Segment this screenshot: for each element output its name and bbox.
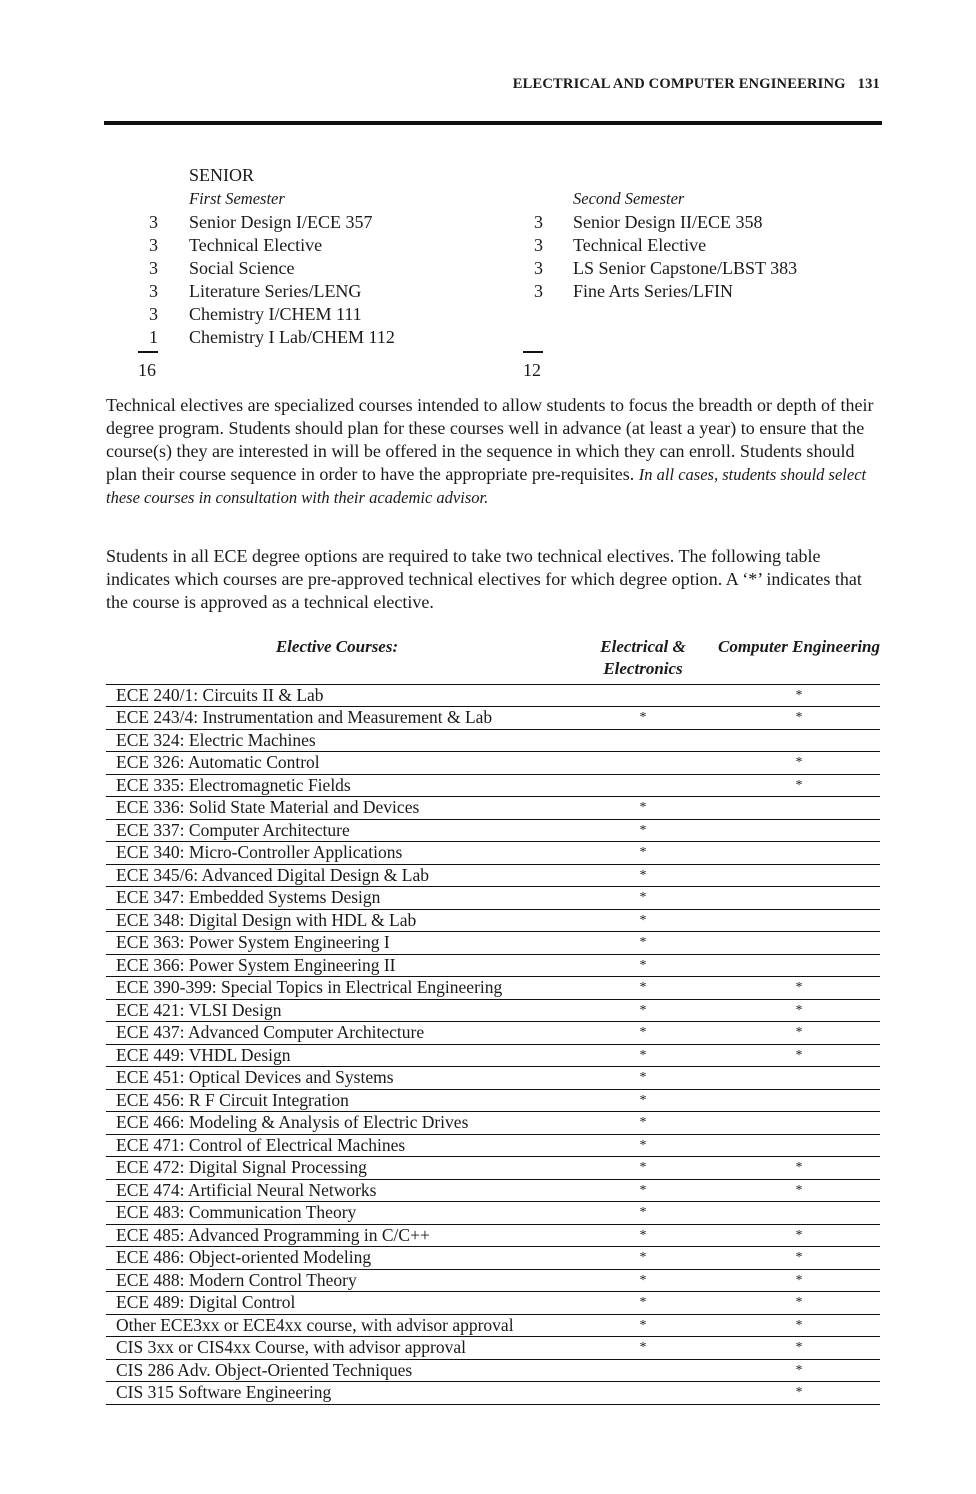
electrical-mark: * (568, 707, 718, 730)
paragraph-italic-note: In all cases, students should select these courses in consultation with their academic advisor. (106, 465, 867, 507)
electrical-mark: * (568, 1292, 718, 1315)
table-row (106, 1022, 880, 1045)
course-name: ECE 340: Micro-Controller Applications (106, 842, 568, 865)
table-row (106, 932, 880, 955)
computer-mark (718, 797, 880, 820)
degree-options-paragraph (106, 545, 878, 614)
table-row (106, 954, 880, 977)
table-row (106, 1179, 880, 1202)
table-row (106, 1292, 880, 1315)
electrical-mark (568, 752, 718, 775)
table-row (106, 1382, 880, 1405)
header-computer-engineering: Computer Engineering (718, 636, 880, 684)
electrical-mark: * (568, 1112, 718, 1135)
computer-mark: * (718, 1337, 880, 1360)
table-row (106, 752, 880, 775)
first-semester-total: 16 (138, 360, 156, 380)
table-row (106, 1112, 880, 1135)
table-row (106, 1157, 880, 1180)
computer-mark (718, 932, 880, 955)
course-name: CIS 315 Software Engineering (106, 1382, 568, 1405)
computer-mark: * (718, 1179, 880, 1202)
electrical-mark: * (568, 797, 718, 820)
table-row (106, 1269, 880, 1292)
course-name: CIS 3xx or CIS4xx Course, with advisor approval (106, 1337, 568, 1360)
credit-hours: 3 (534, 281, 543, 301)
page-number: 131 (857, 76, 880, 92)
course-name: ECE 488: Modern Control Theory (106, 1269, 568, 1292)
credit-hours: 3 (149, 235, 158, 255)
course-name: Chemistry I Lab/CHEM 112 (189, 327, 395, 347)
table-row (106, 999, 880, 1022)
course-name: LS Senior Capstone/LBST 383 (573, 258, 798, 278)
course-name: ECE 347: Embedded Systems Design (106, 887, 568, 910)
table-row (106, 909, 880, 932)
course-name: ECE 486: Object-oriented Modeling (106, 1247, 568, 1270)
course-name: Senior Design II/ECE 358 (573, 212, 763, 232)
course-name: ECE 390-399: Special Topics in Electrical Engineering (106, 977, 568, 1000)
table-row (106, 1044, 880, 1067)
table-header-row (106, 636, 880, 684)
electrical-mark: * (568, 1179, 718, 1202)
second-semester-total: 12 (523, 360, 541, 380)
computer-mark (718, 887, 880, 910)
course-name: ECE 240/1: Circuits II & Lab (106, 684, 568, 707)
course-name: ECE 449: VHDL Design (106, 1044, 568, 1067)
table-row (106, 684, 880, 707)
course-name: Senior Design I/ECE 357 (189, 212, 373, 232)
table-row (106, 797, 880, 820)
course-name: Other ECE3xx or ECE4xx course, with advisor approval (106, 1314, 568, 1337)
credit-hours: 3 (149, 281, 158, 301)
electrical-mark: * (568, 1269, 718, 1292)
table-row (106, 1134, 880, 1157)
course-name: ECE 485: Advanced Programming in C/C++ (106, 1224, 568, 1247)
electrical-mark: * (568, 977, 718, 1000)
course-name: ECE 363: Power System Engineering I (106, 932, 568, 955)
computer-mark: * (718, 1269, 880, 1292)
course-name: Technical Elective (573, 235, 707, 255)
first-semester-label: First Semester (189, 189, 285, 208)
course-name: ECE 471: Control of Electrical Machines (106, 1134, 568, 1157)
course-name: ECE 348: Digital Design with HDL & Lab (106, 909, 568, 932)
header-elective-courses: Elective Courses: (106, 636, 568, 684)
course-name: Technical Elective (189, 235, 323, 255)
table-row (106, 864, 880, 887)
computer-mark (718, 909, 880, 932)
electrical-mark (568, 729, 718, 752)
header-electrical-electronics: Electrical & Electronics (568, 636, 718, 684)
electrical-mark: * (568, 864, 718, 887)
course-name: ECE 483: Communication Theory (106, 1202, 568, 1225)
course-name: Literature Series/LENG (189, 281, 362, 301)
table-row (106, 1224, 880, 1247)
electrical-mark (568, 1382, 718, 1405)
course-name: Social Science (189, 258, 295, 278)
electrical-mark: * (568, 909, 718, 932)
course-name: ECE 421: VLSI Design (106, 999, 568, 1022)
computer-mark: * (718, 1382, 880, 1405)
electrical-mark: * (568, 1224, 718, 1247)
course-name: ECE 326: Automatic Control (106, 752, 568, 775)
electrical-mark: * (568, 842, 718, 865)
course-name: ECE 336: Solid State Material and Devices (106, 797, 568, 820)
credit-hours: 3 (534, 258, 543, 278)
technical-electives-paragraph (106, 394, 878, 509)
table-row (106, 1089, 880, 1112)
electrical-mark: * (568, 1202, 718, 1225)
first-total-rule (138, 351, 158, 353)
course-name: ECE 337: Computer Architecture (106, 819, 568, 842)
course-name: ECE 489: Digital Control (106, 1292, 568, 1315)
electrical-mark: * (568, 954, 718, 977)
computer-mark (718, 842, 880, 865)
computer-mark: * (718, 1022, 880, 1045)
electrical-mark: * (568, 1157, 718, 1180)
paragraph-text: Students in all ECE degree options are required to take two technical electives. The following table indicates which courses are pre-approved technical electives for which degree option. A ‘*’ indicates that the course is approved as a technical elective. (106, 546, 862, 612)
electrical-mark: * (568, 999, 718, 1022)
course-name: ECE 345/6: Advanced Digital Design & Lab (106, 864, 568, 887)
credit-hours: 3 (534, 212, 543, 232)
computer-mark (718, 1202, 880, 1225)
course-name: Chemistry I/CHEM 111 (189, 304, 362, 324)
course-name: ECE 466: Modeling & Analysis of Electric Drives (106, 1112, 568, 1135)
second-total-rule (523, 351, 543, 353)
electrical-mark: * (568, 1044, 718, 1067)
electrical-mark: * (568, 1314, 718, 1337)
table-row (106, 774, 880, 797)
credit-hours: 3 (149, 304, 158, 324)
table-row (106, 887, 880, 910)
table-row (106, 729, 880, 752)
computer-mark: * (718, 999, 880, 1022)
computer-mark (718, 819, 880, 842)
course-name: ECE 472: Digital Signal Processing (106, 1157, 568, 1180)
computer-mark (718, 1134, 880, 1157)
electrical-mark: * (568, 1247, 718, 1270)
header-rule (104, 121, 882, 125)
course-name: ECE 324: Electric Machines (106, 729, 568, 752)
running-header (106, 76, 880, 93)
course-name: ECE 335: Electromagnetic Fields (106, 774, 568, 797)
year-label: SENIOR (189, 165, 255, 185)
course-name: ECE 366: Power System Engineering II (106, 954, 568, 977)
computer-mark: * (718, 1292, 880, 1315)
electrical-mark: * (568, 1022, 718, 1045)
computer-mark (718, 1067, 880, 1090)
credit-hours: 3 (149, 258, 158, 278)
electrical-mark: * (568, 1337, 718, 1360)
electrical-mark: * (568, 1134, 718, 1157)
table-row (106, 1202, 880, 1225)
paragraph-text: Technical electives are specialized courses intended to allow students to focus the breadth or depth of their degree program. Students should plan for these courses well in advance (at least a year) to ensure that the course(s) they are interested in will be offered in the sequence in which they can enroll. Students should plan their course sequence in order to have the appropriate pre-requisites. (106, 395, 874, 484)
table-row (106, 1359, 880, 1382)
computer-mark (718, 954, 880, 977)
table-row (106, 1247, 880, 1270)
computer-mark (718, 864, 880, 887)
table-row (106, 1337, 880, 1360)
course-name: ECE 451: Optical Devices and Systems (106, 1067, 568, 1090)
computer-mark: * (718, 774, 880, 797)
course-name: ECE 437: Advanced Computer Architecture (106, 1022, 568, 1045)
computer-mark: * (718, 1224, 880, 1247)
second-semester-label: Second Semester (573, 189, 685, 208)
computer-mark: * (718, 1044, 880, 1067)
credit-hours: 3 (149, 212, 158, 232)
electrical-mark: * (568, 887, 718, 910)
computer-mark (718, 1112, 880, 1135)
electrical-mark: * (568, 1067, 718, 1090)
computer-mark (718, 1089, 880, 1112)
header-title: ELECTRICAL AND COMPUTER ENGINEERING (512, 76, 846, 92)
course-name: CIS 286 Adv. Object-Oriented Techniques (106, 1359, 568, 1382)
table-row (106, 977, 880, 1000)
computer-mark: * (718, 1359, 880, 1382)
credit-hours: 3 (534, 235, 543, 255)
elective-courses-table (106, 636, 880, 1405)
table-row (106, 707, 880, 730)
electrical-mark (568, 684, 718, 707)
table-row (106, 819, 880, 842)
computer-mark: * (718, 1314, 880, 1337)
course-name: ECE 474: Artificial Neural Networks (106, 1179, 568, 1202)
computer-mark: * (718, 752, 880, 775)
electrical-mark (568, 1359, 718, 1382)
table-row (106, 1314, 880, 1337)
course-name: ECE 243/4: Instrumentation and Measurement & Lab (106, 707, 568, 730)
electrical-mark: * (568, 819, 718, 842)
course-name: Fine Arts Series/LFIN (573, 281, 733, 301)
table-row (106, 842, 880, 865)
computer-mark (718, 729, 880, 752)
computer-mark: * (718, 707, 880, 730)
table-row (106, 1067, 880, 1090)
computer-mark: * (718, 1247, 880, 1270)
course-name: ECE 456: R F Circuit Integration (106, 1089, 568, 1112)
electrical-mark: * (568, 1089, 718, 1112)
computer-mark: * (718, 977, 880, 1000)
computer-mark: * (718, 1157, 880, 1180)
electrical-mark: * (568, 932, 718, 955)
electrical-mark (568, 774, 718, 797)
credit-hours: 1 (149, 327, 158, 347)
computer-mark: * (718, 684, 880, 707)
